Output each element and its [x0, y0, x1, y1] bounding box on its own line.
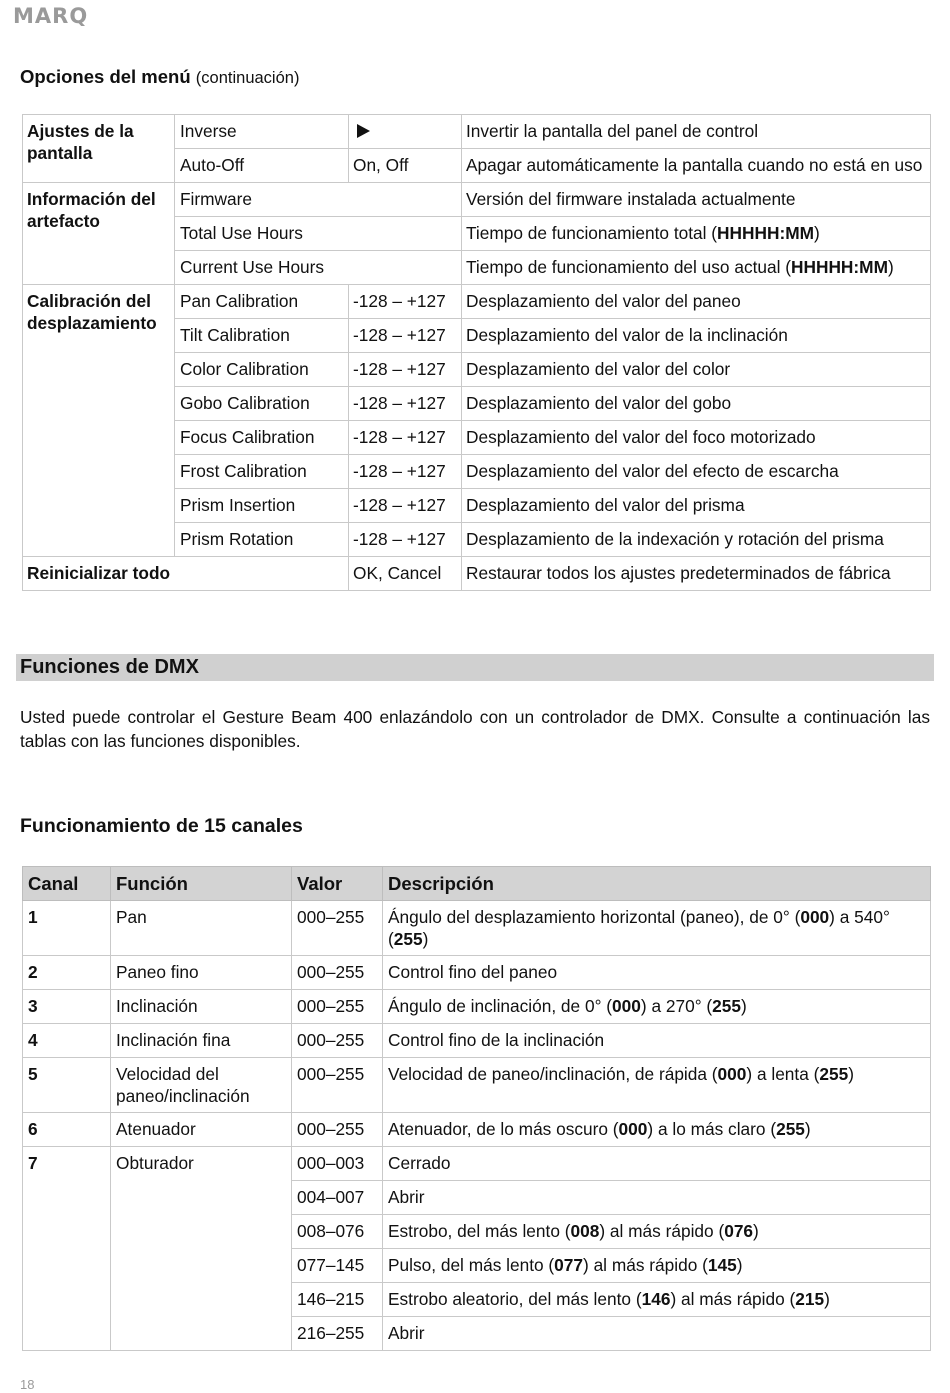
menu-option-name: Frost Calibration [175, 455, 349, 489]
dmx-section-header [16, 654, 934, 681]
channel-function: Pan [111, 901, 292, 956]
menu-group-label: Calibración del desplazamiento [23, 285, 175, 557]
description-text: ) al más rápido ( [670, 1289, 796, 1309]
menu-option-description [462, 251, 931, 285]
menu-option-value: -128 – +127 [349, 285, 462, 319]
channel-function: Inclinación [111, 990, 292, 1024]
description-bold-value: 145 [707, 1255, 737, 1275]
play-triangle-icon [357, 124, 370, 138]
channel-function: Inclinación fina [111, 1024, 292, 1058]
description-text: Abrir [388, 1323, 425, 1343]
description-text: ) al más rápido ( [599, 1221, 725, 1241]
description-text: Estrobo, del más lento ( [388, 1221, 571, 1241]
dmx-channel-row [23, 1147, 931, 1181]
menu-option-value: -128 – +127 [349, 319, 462, 353]
description-text: ) [887, 257, 894, 277]
description-bold-value: 000 [800, 907, 830, 927]
channel-value-range: 216–255 [292, 1317, 383, 1351]
column-header-descripcion: Descripción [383, 867, 931, 901]
dmx-channel-table [22, 866, 931, 1351]
menu-options-title-main: Opciones del menú [20, 66, 191, 87]
menu-option-name: Gobo Calibration [175, 387, 349, 421]
description-text: Abrir [388, 1187, 425, 1207]
dmx-table-title: Funcionamiento de 15 canales [20, 815, 303, 837]
channel-description [383, 1058, 931, 1113]
menu-option-description [462, 217, 931, 251]
menu-group-label: Información del artefacto [23, 183, 175, 285]
menu-option-description: Desplazamiento del valor del efecto de escarcha [462, 455, 931, 489]
column-header-valor: Valor [292, 867, 383, 901]
dmx-channel-row [23, 1058, 931, 1113]
channel-value-range: 000–255 [292, 901, 383, 956]
menu-option-value [349, 115, 462, 149]
channel-value-range: 146–215 [292, 1283, 383, 1317]
channel-value-range: 000–255 [292, 1058, 383, 1113]
description-bold-value: 255 [712, 996, 742, 1016]
description-bold-value: 000 [618, 1119, 648, 1139]
description-text: ) [736, 1255, 743, 1275]
dmx-channel-row [23, 1113, 931, 1147]
channel-number: 5 [23, 1058, 111, 1113]
channel-description [383, 901, 931, 956]
menu-option-name: Pan Calibration [175, 285, 349, 319]
menu-option-name: Current Use Hours [175, 251, 462, 285]
description-bold-value: 255 [819, 1064, 849, 1084]
menu-option-description: Desplazamiento del valor del gobo [462, 387, 931, 421]
description-text: ) [804, 1119, 811, 1139]
channel-value-range: 077–145 [292, 1249, 383, 1283]
description-text: ) al más rápido ( [583, 1255, 708, 1275]
dmx-channel-row [23, 901, 931, 956]
menu-option-description: Desplazamiento del valor del paneo [462, 285, 931, 319]
description-bold-value: 008 [570, 1221, 600, 1241]
menu-option-description: Invertir la pantalla del panel de control [462, 115, 931, 149]
menu-option-row [23, 285, 931, 319]
channel-description [383, 1283, 931, 1317]
channel-number: 1 [23, 901, 111, 956]
description-bold-value: 255 [393, 929, 423, 949]
channel-description [383, 1249, 931, 1283]
dmx-channel-row [23, 1024, 931, 1058]
menu-option-row [23, 183, 931, 217]
menu-option-name: Firmware [175, 183, 462, 217]
menu-option-row [23, 557, 931, 591]
menu-option-description: Desplazamiento del valor del foco motorizado [462, 421, 931, 455]
menu-option-description: Versión del firmware instalada actualmente [462, 183, 931, 217]
menu-group-label: Ajustes de la pantalla [23, 115, 175, 183]
menu-option-row [23, 115, 931, 149]
description-text: ) a 270° ( [640, 996, 713, 1016]
description-text: Tiempo de funcionamiento total ( [466, 223, 718, 243]
channel-value-range: 000–255 [292, 1113, 383, 1147]
description-bold-value: 000 [612, 996, 641, 1016]
menu-options-title-suffix: (continuación) [195, 69, 300, 87]
description-text: ) [824, 1289, 830, 1309]
description-text: Velocidad de paneo/inclinación, de rápida ( [388, 1064, 718, 1084]
menu-option-name: Auto-Off [175, 149, 349, 183]
channel-description [383, 956, 931, 990]
description-text: ) a 540° ( [388, 907, 890, 949]
menu-option-description: Desplazamiento del valor del prisma [462, 489, 931, 523]
channel-description [383, 1147, 931, 1181]
menu-group-label: Reinicializar todo [23, 557, 349, 591]
description-bold-value: 255 [776, 1119, 805, 1139]
menu-option-name: Prism Insertion [175, 489, 349, 523]
channel-function: Atenuador [111, 1113, 292, 1147]
dmx-section-title: Funciones de DMX [20, 656, 199, 678]
description-text: ) [814, 223, 820, 243]
channel-description [383, 1317, 931, 1351]
channel-number: 4 [23, 1024, 111, 1058]
menu-option-value: On, Off [349, 149, 462, 183]
channel-description [383, 1024, 931, 1058]
channel-value-range: 000–003 [292, 1147, 383, 1181]
channel-number: 7 [23, 1147, 111, 1351]
menu-option-value: -128 – +127 [349, 523, 462, 557]
page-number: 18 [20, 1377, 35, 1392]
channel-value-range: 004–007 [292, 1181, 383, 1215]
description-bold-value: 077 [554, 1255, 584, 1275]
channel-number: 2 [23, 956, 111, 990]
menu-option-name: Inverse [175, 115, 349, 149]
menu-option-value: -128 – +127 [349, 353, 462, 387]
description-text: ) [753, 1221, 759, 1241]
dmx-intro-paragraph: Usted puede controlar el Gesture Beam 400 enlazándolo con un controlador de DMX. Consulte a continuación las tablas con las funciones disponibles. [20, 707, 930, 751]
menu-option-name: Prism Rotation [175, 523, 349, 557]
channel-function: Velocidad del paneo/inclinación [111, 1058, 292, 1113]
description-text: Control fino del paneo [388, 962, 558, 982]
description-text: Estrobo aleatorio, del más lento ( [388, 1289, 642, 1309]
menu-option-value: -128 – +127 [349, 421, 462, 455]
dmx-table-header-row [23, 867, 931, 901]
menu-option-value: -128 – +127 [349, 455, 462, 489]
menu-option-description: Restaurar todos los ajustes predeterminados de fábrica [462, 557, 931, 591]
description-bold-value: 076 [724, 1221, 754, 1241]
channel-value-range: 000–255 [292, 1024, 383, 1058]
description-text: Tiempo de funcionamiento del uso actual ( [466, 257, 792, 277]
column-header-funcion: Función [111, 867, 292, 901]
description-text: ) a lo más claro ( [647, 1119, 777, 1139]
menu-option-description: Desplazamiento del valor de la inclinación [462, 319, 931, 353]
channel-value-range: 000–255 [292, 990, 383, 1024]
description-text: ) [741, 996, 747, 1016]
menu-option-name: Focus Calibration [175, 421, 349, 455]
channel-description [383, 1181, 931, 1215]
channel-description [383, 1215, 931, 1249]
description-text: Pulso, del más lento ( [388, 1255, 555, 1275]
dmx-channel-row [23, 956, 931, 990]
menu-option-description: Desplazamiento de la indexación y rotación del prisma [462, 523, 931, 557]
menu-options-title [20, 66, 299, 88]
menu-option-value: -128 – +127 [349, 489, 462, 523]
description-text: Ángulo de inclinación, de 0° ( [388, 996, 613, 1016]
menu-options-table [22, 114, 931, 591]
channel-description [383, 1113, 931, 1147]
menu-option-name: Color Calibration [175, 353, 349, 387]
description-text: Cerrado [388, 1153, 451, 1173]
channel-number: 3 [23, 990, 111, 1024]
menu-option-value: OK, Cancel [349, 557, 462, 591]
description-text: Control fino de la inclinación [388, 1030, 605, 1050]
description-bold-value: 000 [717, 1064, 747, 1084]
dmx-channel-row [23, 990, 931, 1024]
channel-value-range: 000–255 [292, 956, 383, 990]
description-bold-value: 215 [795, 1289, 825, 1309]
menu-option-description: Apagar automáticamente la pantalla cuando no está en uso [462, 149, 931, 183]
channel-value-range: 008–076 [292, 1215, 383, 1249]
description-text: Ángulo del desplazamiento horizontal (paneo), de 0° ( [388, 907, 801, 927]
channel-description [383, 990, 931, 1024]
brand-logo: MARQ [13, 4, 89, 28]
menu-option-name: Total Use Hours [175, 217, 462, 251]
column-header-canal: Canal [23, 867, 111, 901]
description-text: ) a lenta ( [746, 1064, 820, 1084]
description-text: ) [848, 1064, 854, 1084]
menu-option-description: Desplazamiento del valor del color [462, 353, 931, 387]
menu-option-name: Tilt Calibration [175, 319, 349, 353]
channel-function: Paneo fino [111, 956, 292, 990]
description-bold-value: HHHHH:MM [791, 257, 888, 277]
description-bold-value: HHHHH:MM [717, 223, 814, 243]
description-text: ) [422, 929, 429, 949]
channel-number: 6 [23, 1113, 111, 1147]
menu-option-value: -128 – +127 [349, 387, 462, 421]
description-text: Atenuador, de lo más oscuro ( [388, 1119, 619, 1139]
channel-function: Obturador [111, 1147, 292, 1351]
description-bold-value: 146 [641, 1289, 671, 1309]
